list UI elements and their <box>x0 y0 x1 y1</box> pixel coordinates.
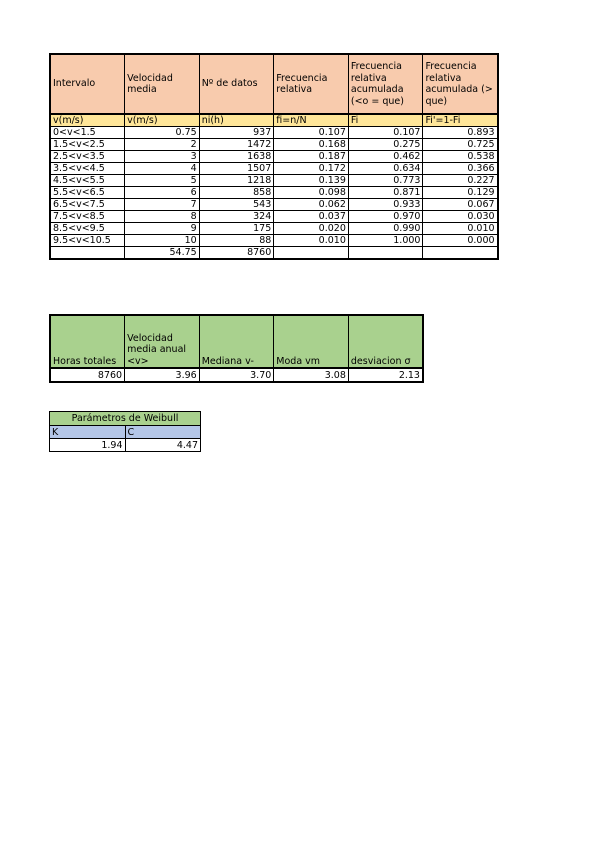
table-cell: 0.067 <box>423 199 498 211</box>
table-cell: 0.933 <box>348 199 423 211</box>
table-cell: 88 <box>199 235 274 247</box>
table-cell: 6.5<v<7.5 <box>50 199 125 211</box>
table-row <box>50 127 498 139</box>
weibull-table <box>49 411 201 452</box>
table-cell: 0.037 <box>274 211 349 223</box>
k-value: 1.94 <box>50 439 126 452</box>
total-cell <box>348 247 423 260</box>
table-row <box>50 151 498 163</box>
table-row <box>50 235 498 247</box>
table-cell: 7 <box>125 199 200 211</box>
table-cell: 0.893 <box>423 127 498 139</box>
table-cell: 5.5<v<6.5 <box>50 187 125 199</box>
table-cell: 1472 <box>199 139 274 151</box>
table-cell: 0<v<1.5 <box>50 127 125 139</box>
unit-cell: Fi'=1-Fi <box>423 114 498 127</box>
median-value: 3.70 <box>199 368 274 382</box>
c-value: 4.47 <box>125 439 201 452</box>
table-cell: 3 <box>125 151 200 163</box>
header-cell: Frecuencia relativa <box>274 54 349 114</box>
table-cell: 0.366 <box>423 163 498 175</box>
table-cell: 0.030 <box>423 211 498 223</box>
table-cell: 0.187 <box>274 151 349 163</box>
header-cell: Horas totales <box>50 315 125 368</box>
weibull-labels-row <box>50 426 201 439</box>
table-cell: 0.275 <box>348 139 423 151</box>
table-cell: 4 <box>125 163 200 175</box>
table-cell: 6 <box>125 187 200 199</box>
table-cell: 858 <box>199 187 274 199</box>
total-velocity: 54.75 <box>125 247 200 260</box>
table-cell: 3.5<v<4.5 <box>50 163 125 175</box>
table-cell: 2.5<v<3.5 <box>50 151 125 163</box>
table-cell: 5 <box>125 175 200 187</box>
table-cell: 0.107 <box>348 127 423 139</box>
units-row <box>50 114 498 127</box>
table-cell: 4.5<v<5.5 <box>50 175 125 187</box>
table-cell: 0.538 <box>423 151 498 163</box>
mode-value: 3.08 <box>274 368 349 382</box>
table-cell: 324 <box>199 211 274 223</box>
table-cell: 9 <box>125 223 200 235</box>
table-row <box>50 175 498 187</box>
totals-row <box>50 247 498 260</box>
unit-cell: ni(h) <box>199 114 274 127</box>
total-cell <box>423 247 498 260</box>
table-row <box>50 223 498 235</box>
summary-table <box>49 314 424 383</box>
table-cell: 0.010 <box>423 223 498 235</box>
table-cell: 0.139 <box>274 175 349 187</box>
table-cell: 0.062 <box>274 199 349 211</box>
table-cell: 0.227 <box>423 175 498 187</box>
table-cell: 2 <box>125 139 200 151</box>
total-cell <box>50 247 125 260</box>
table-cell: 175 <box>199 223 274 235</box>
table-cell: 0.990 <box>348 223 423 235</box>
table-cell: 543 <box>199 199 274 211</box>
table-cell: 0.462 <box>348 151 423 163</box>
table-cell: 0.634 <box>348 163 423 175</box>
c-label: C <box>125 426 201 439</box>
header-cell: Velocidad media <box>125 54 200 114</box>
header-cell: Velocidad media anual <v> <box>125 315 200 368</box>
total-hours: 8760 <box>199 247 274 260</box>
table-cell: 1218 <box>199 175 274 187</box>
table-cell: 0.970 <box>348 211 423 223</box>
table-cell: 10 <box>125 235 200 247</box>
table-cell: 7.5<v<8.5 <box>50 211 125 223</box>
header-cell: Frecuencia relativa acumulada (> que) <box>423 54 498 114</box>
unit-cell: Fi <box>348 114 423 127</box>
header-cell: Frecuencia relativa acumulada (<o = que) <box>348 54 423 114</box>
table-cell: 0.172 <box>274 163 349 175</box>
table-cell: 1.5<v<2.5 <box>50 139 125 151</box>
table-cell: 9.5<v<10.5 <box>50 235 125 247</box>
weibull-values-row <box>50 439 201 452</box>
unit-cell: v(m/s) <box>50 114 125 127</box>
table-cell: 0.75 <box>125 127 200 139</box>
table-cell: 0.107 <box>274 127 349 139</box>
mean-velocity-value: 3.96 <box>125 368 200 382</box>
table-row <box>50 187 498 199</box>
total-hours-value: 8760 <box>50 368 125 382</box>
total-cell <box>274 247 349 260</box>
table-cell: 8 <box>125 211 200 223</box>
table-cell: 0.000 <box>423 235 498 247</box>
table-row <box>50 139 498 151</box>
header-cell: Nº de datos <box>199 54 274 114</box>
table-cell: 0.010 <box>274 235 349 247</box>
weibull-title-row <box>50 412 201 426</box>
table-cell: 0.725 <box>423 139 498 151</box>
unit-cell: fi=n/N <box>274 114 349 127</box>
table-row <box>50 163 498 175</box>
table-cell: 0.871 <box>348 187 423 199</box>
header-cell: Intervalo <box>50 54 125 114</box>
table-cell: 937 <box>199 127 274 139</box>
table-cell: 0.773 <box>348 175 423 187</box>
table-cell: 1507 <box>199 163 274 175</box>
header-cell: desviacion σ <box>348 315 423 368</box>
table-cell: 8.5<v<9.5 <box>50 223 125 235</box>
summary-values-row <box>50 368 423 382</box>
k-label: K <box>50 426 126 439</box>
std-deviation-value: 2.13 <box>348 368 423 382</box>
table-cell: 0.020 <box>274 223 349 235</box>
weibull-title: Parámetros de Weibull <box>50 412 201 426</box>
summary-header-row <box>50 315 423 368</box>
table-row <box>50 199 498 211</box>
table-cell: 0.129 <box>423 187 498 199</box>
header-cell: Moda vm <box>274 315 349 368</box>
frequency-table <box>49 53 499 260</box>
table-row <box>50 211 498 223</box>
unit-cell: v(m/s) <box>125 114 200 127</box>
header-cell: Mediana v- <box>199 315 274 368</box>
table-cell: 1638 <box>199 151 274 163</box>
table-cell: 1.000 <box>348 235 423 247</box>
table-cell: 0.168 <box>274 139 349 151</box>
frequency-header-row <box>50 54 498 114</box>
table-cell: 0.098 <box>274 187 349 199</box>
